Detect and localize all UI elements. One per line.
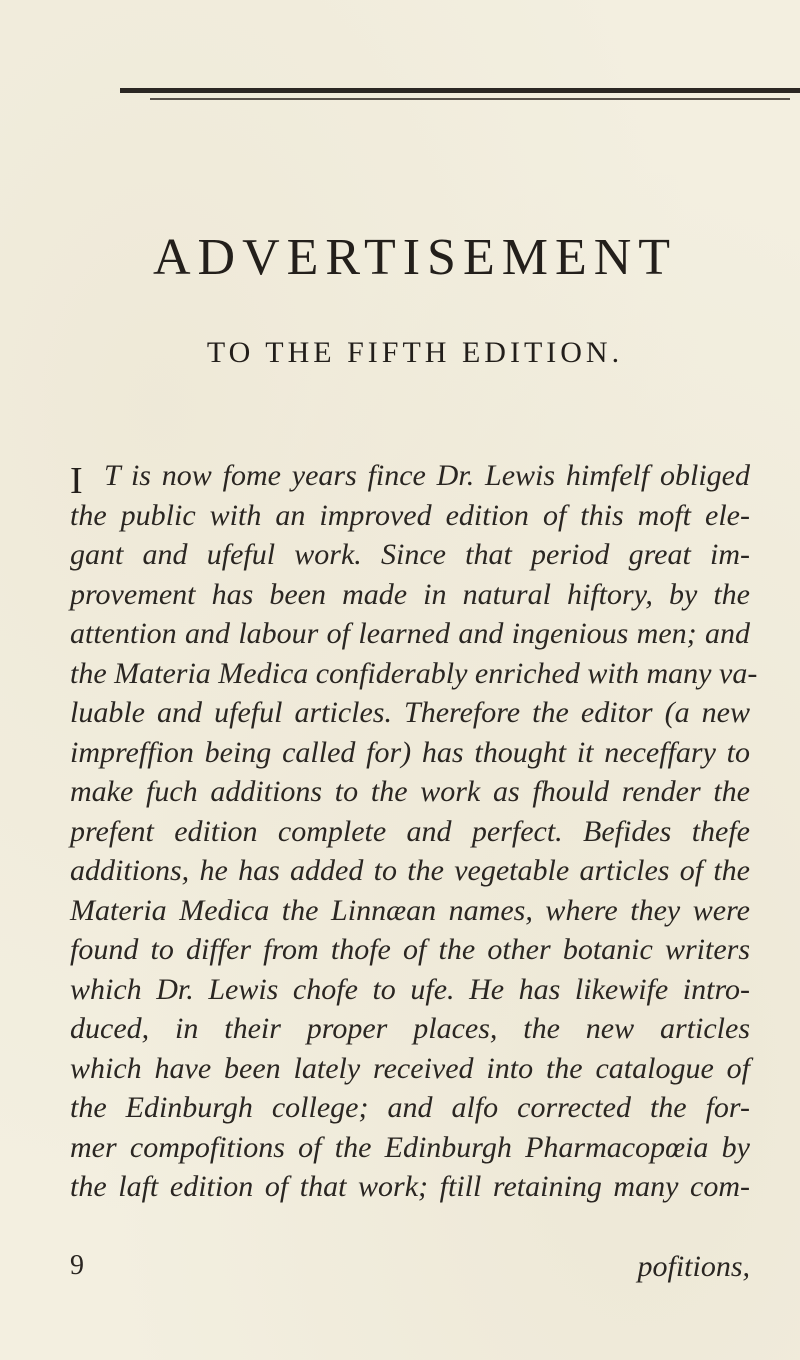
text-line: luable and ufeful articles. Therefore the editor (a new bbox=[70, 696, 750, 729]
text-line: the Edinburgh college; and alfo corrected the for- bbox=[70, 1091, 750, 1124]
text-line: the laft edition of that work; ftill retaining many com- bbox=[70, 1170, 750, 1203]
text-line: which Dr. Lewis chofe to ufe. He has likewife intro- bbox=[70, 972, 750, 1006]
text-line: T is now fome years fince Dr. Lewis himfelf obliged bbox=[104, 459, 750, 492]
catchword: pofitions, bbox=[637, 1250, 750, 1283]
signature-mark: 9 bbox=[70, 1250, 84, 1281]
page-title: ADVERTISEMENT bbox=[152, 229, 678, 286]
text-line: found to differ from thofe of the other botanic writers bbox=[70, 933, 750, 966]
text-line: make fuch additions to the work as fhould render the bbox=[70, 775, 750, 808]
ornamental-rule-thick bbox=[120, 88, 800, 93]
text-line: which have been lately received into the catalogue of bbox=[70, 1051, 750, 1085]
page-footer bbox=[70, 1250, 750, 1290]
text-line: prefent edition complete and perfect. Befides thefe bbox=[70, 814, 750, 848]
drop-cap: I bbox=[70, 460, 83, 502]
text-line: duced, in their proper places, the new articles bbox=[70, 1012, 750, 1045]
text-line: mer compofitions of the Edinburgh Pharmacopœia by bbox=[70, 1130, 750, 1164]
text-line: impreffion being called for) has thought it neceffary to bbox=[70, 735, 750, 769]
text-line: the public with an improved edition of this moft ele- bbox=[70, 498, 750, 532]
text-line: the Materia Medica confiderably enriched with many va- bbox=[70, 656, 758, 690]
text-line: additions, he has added to the vegetable articles of the bbox=[70, 854, 750, 887]
page-subtitle: TO THE FIFTH EDITION. bbox=[206, 336, 624, 369]
text-line: attention and labour of learned and ingenious men; and bbox=[70, 617, 750, 650]
body-paragraph bbox=[70, 456, 758, 1207]
ornamental-rule-thin bbox=[150, 98, 790, 100]
text-line: Materia Medica the Linnæan names, where they were bbox=[70, 893, 750, 927]
text-line: gant and ufeful work. Since that period great im- bbox=[70, 538, 750, 571]
text-line: provement has been made in natural hiftory, by the bbox=[70, 577, 750, 611]
